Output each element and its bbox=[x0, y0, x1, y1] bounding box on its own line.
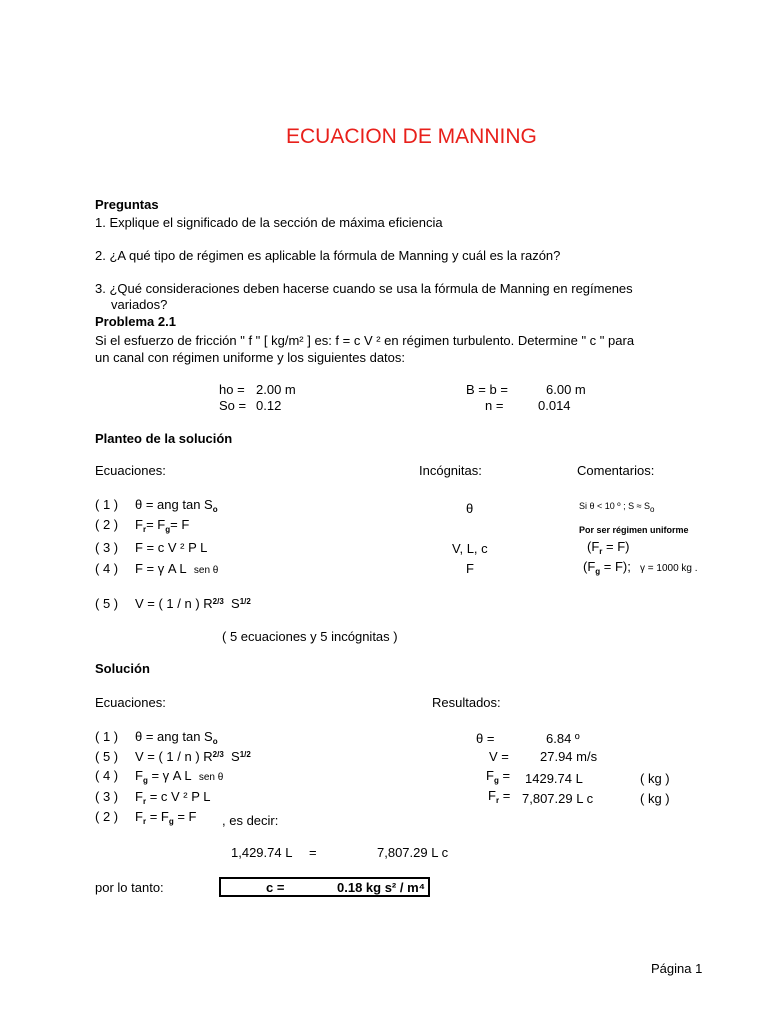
result-fr-value: 7,807.29 L c bbox=[522, 791, 594, 806]
solucion-heading: Solución bbox=[95, 661, 150, 676]
result-fg-label: $F_g$ = bbox=[486, 768, 511, 785]
data-label-b: B = b = bbox=[466, 382, 508, 397]
incognita-theta: θ bbox=[466, 501, 474, 516]
equality-left: 1,429.74 L bbox=[231, 845, 293, 860]
data-value-n: 0.014 bbox=[538, 398, 571, 413]
result-theta-value: 6.84 º bbox=[546, 731, 580, 746]
solucion-col-resultados: Resultados: bbox=[432, 695, 501, 710]
planteo-equation-2: $F_r= F_g= F$ bbox=[135, 517, 190, 534]
por-lo-tanto-label: por lo tanto: bbox=[95, 880, 164, 895]
data-label-n: n = bbox=[485, 398, 504, 413]
solucion-equation-1: θ = ang $\tan S_o$ bbox=[135, 729, 218, 746]
solucion-eq-number: ( 3 ) bbox=[95, 789, 119, 804]
solucion-equation-2: $F_r = F_g = F$ bbox=[135, 809, 197, 826]
comment-fg: $(F_g = F)$; bbox=[583, 559, 631, 576]
planteo-eq-number: ( 3 ) bbox=[95, 540, 119, 555]
question-2: 2. ¿A qué tipo de régimen es aplicable la fórmula de Manning y cuál es la razón? bbox=[95, 248, 561, 263]
preguntas-heading: Preguntas bbox=[95, 197, 159, 212]
solucion-eq-number: ( 5 ) bbox=[95, 749, 119, 764]
planteo-eq-number: ( 5 ) bbox=[95, 596, 119, 611]
solucion-equation-5: V = ( 1 / n ) $R^{2/3}$ $S^{1/2}$ bbox=[135, 749, 251, 764]
comment-fr: $(F_r = F)$ bbox=[587, 539, 630, 556]
comment-angle: Si θ < 10 º ; $S \approx S_o$ bbox=[579, 501, 655, 514]
question-3-line-1: 3. ¿Qué consideraciones deben hacerse cuando se usa la fórmula de Manning en regímenes bbox=[95, 281, 633, 296]
data-value-ho: 2.00 m bbox=[256, 382, 296, 397]
planteo-equation-4: F = γ A L sen θ bbox=[135, 561, 219, 576]
result-fg-unit: ( kg ) bbox=[640, 771, 670, 786]
result-c-value: 0.18 kg s² / m⁴ bbox=[337, 880, 426, 895]
equality-sign: = bbox=[309, 845, 317, 860]
data-value-so: 0.12 bbox=[256, 398, 282, 413]
solucion-eq-number: ( 2 ) bbox=[95, 809, 119, 824]
comment-regimen-uniforme: Por ser régimen uniforme bbox=[579, 525, 689, 535]
data-label-ho: ho = bbox=[219, 382, 245, 397]
planteo-equation-5: V = ( 1 / n ) $R^{2/3}$ $S^{1/2}$ bbox=[135, 596, 251, 611]
planteo-eq-number: ( 2 ) bbox=[95, 517, 119, 532]
planteo-col-incognitas: Incógnitas: bbox=[419, 463, 482, 478]
data-label-so: So = bbox=[219, 398, 247, 413]
es-decir-text: , es decir: bbox=[222, 813, 279, 828]
result-theta-label: θ = bbox=[476, 731, 495, 746]
page-number: Página 1 bbox=[651, 961, 703, 976]
problem-statement-line-2: un canal con régimen uniforme y los siguientes datos: bbox=[95, 350, 406, 365]
problema-heading: Problema 2.1 bbox=[95, 314, 176, 329]
solucion-eq-number: ( 4 ) bbox=[95, 768, 119, 783]
incognita-f: F bbox=[466, 561, 474, 576]
solucion-eq-number: ( 1 ) bbox=[95, 729, 119, 744]
solucion-col-ecuaciones: Ecuaciones: bbox=[95, 695, 166, 710]
question-3-line-2: variados? bbox=[111, 297, 168, 312]
planteo-eq-number: ( 1 ) bbox=[95, 497, 119, 512]
planteo-eq-number: ( 4 ) bbox=[95, 561, 119, 576]
planteo-equation-3: F = c V ² P L bbox=[135, 540, 208, 555]
result-fr-label: $F_r$ = bbox=[488, 788, 511, 805]
result-fg-value: 1429.74 L bbox=[525, 771, 583, 786]
data-value-b: 6.00 m bbox=[546, 382, 586, 397]
solucion-equation-3: $F_r = c$ V ² P L bbox=[135, 789, 211, 806]
question-1: 1. Explique el significado de la sección de máxima eficiencia bbox=[95, 215, 443, 230]
comment-gamma: γ = 1000 kg . bbox=[640, 563, 698, 574]
planteo-equation-1: θ = ang $\tan S_o$ bbox=[135, 497, 218, 514]
planteo-col-ecuaciones: Ecuaciones: bbox=[95, 463, 166, 478]
result-fr-unit: ( kg ) bbox=[640, 791, 670, 806]
result-c-label: c = bbox=[266, 880, 285, 895]
equality-right: 7,807.29 L c bbox=[377, 845, 449, 860]
result-v-value: 27.94 m/s bbox=[540, 749, 598, 764]
page-title: ECUACION DE MANNING bbox=[286, 125, 537, 148]
planteo-col-comentarios: Comentarios: bbox=[577, 463, 655, 478]
problem-statement-line-1: Si el esfuerzo de fricción " f " [ kg/m² ] es: f = c V ² en régimen turbulento. Determine " c " para bbox=[95, 333, 635, 348]
incognita-v-l-c: V, L, c bbox=[452, 541, 488, 556]
result-v-label: V = bbox=[489, 749, 509, 764]
solucion-equation-4: $F_g = \gamma$ A L sen θ bbox=[135, 768, 224, 785]
planteo-heading: Planteo de la solución bbox=[95, 431, 233, 446]
planteo-summary: ( 5 ecuaciones y 5 incógnitas ) bbox=[222, 629, 398, 644]
